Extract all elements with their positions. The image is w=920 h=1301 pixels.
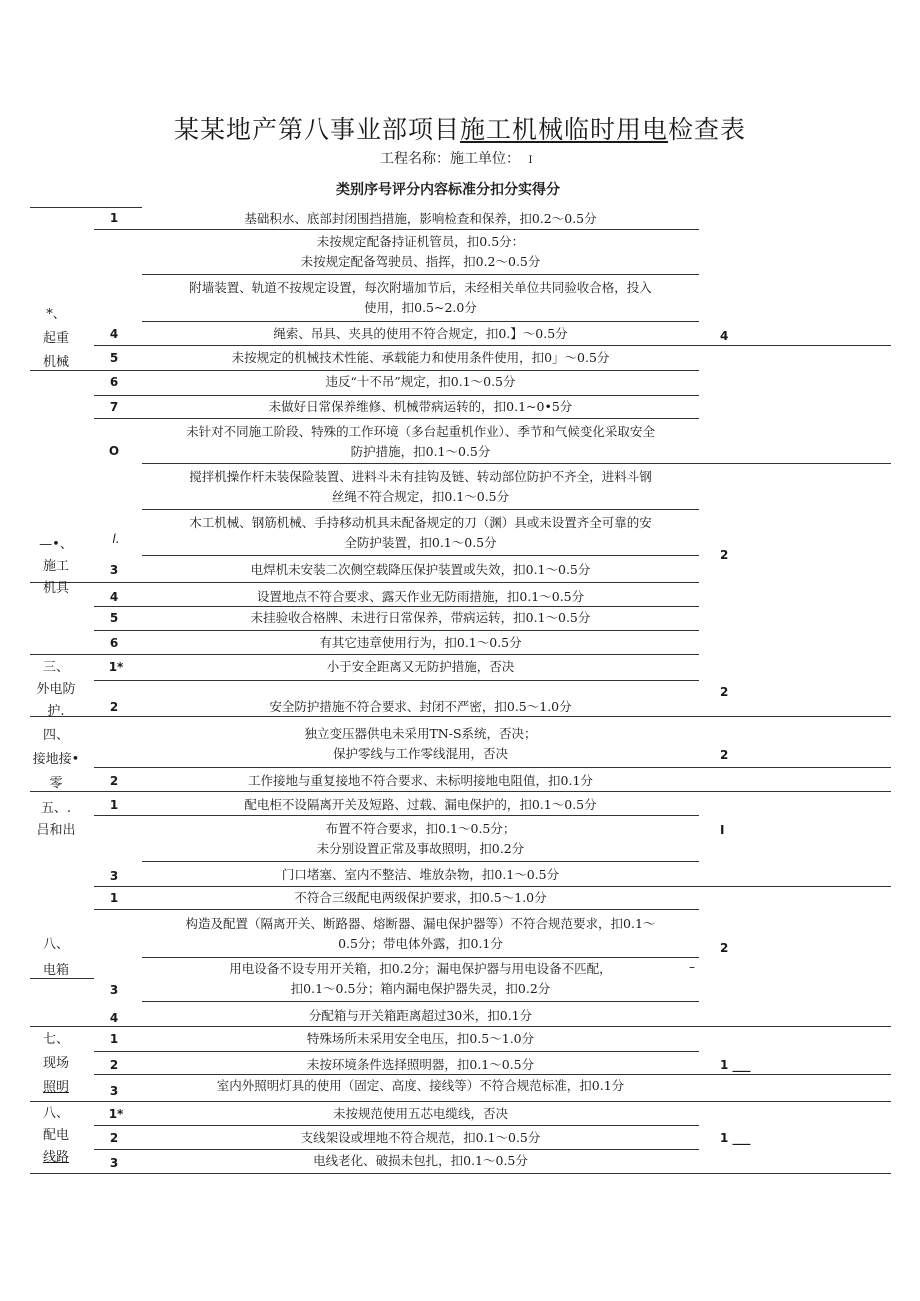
- row-content: 分配箱与开关箱距离超过30米，扣0.1分: [308, 1008, 533, 1023]
- row-number: 2: [109, 1058, 119, 1072]
- row-rule: [142, 555, 699, 556]
- category-cranes: *、 起重 机械: [42, 307, 69, 370]
- project-info-line: [380, 148, 532, 168]
- row-rule: [94, 395, 699, 396]
- row-content: 未按规定配备持证机管员，扣0.5分： 未按规定配备驾驶员、指挥，扣0.2～0.5分: [300, 234, 541, 269]
- dash-mark: –: [689, 960, 695, 974]
- category-distribution-lines: 八、 配电 线路: [42, 1106, 69, 1165]
- header-rule: [30, 207, 142, 208]
- row-rule: [94, 1149, 699, 1150]
- row-rule: [142, 509, 699, 510]
- row-rule: [94, 1051, 699, 1052]
- row-content: 附墙装置、轨道不按规定设置，每次附墙加节后，未经相关单位共同验收合格，投入 使用，扣0.5~2.0分: [189, 280, 652, 315]
- row-content: 电线老化、破损未包扎，扣0.1～0.5分: [313, 1153, 528, 1168]
- row-number: 3: [109, 983, 119, 997]
- row-rule: [94, 767, 891, 768]
- row-rule: [94, 680, 699, 681]
- category-tools: —•、 施工 机具: [39, 537, 73, 596]
- row-rule: [94, 886, 891, 887]
- row-rule: [142, 957, 699, 958]
- row-content: 未按规定的机械技术性能、承载能力和使用条件使用，扣0」～0.5分: [231, 350, 610, 365]
- row-content: 独立变压器供电未采用TN-S系统，否决； 保护零线与工作零线混用，否决: [304, 726, 537, 761]
- row-content: 电焊机未安装二次侧空载降压保护装置或失效，扣0.1～0.5分: [250, 562, 591, 577]
- standard-score: 2: [720, 685, 729, 699]
- standard-score: I: [720, 823, 725, 837]
- table-bottom-rule: [30, 1173, 891, 1174]
- row-number: 3: [109, 563, 119, 577]
- row-number: 2: [109, 774, 119, 788]
- row-content: 搅拌机操作杆未装保险装置、进料斗未有挂钩及链、转动部位防护不齐全，进料斗钢 丝绳不符合规定，扣0.1～0.5分: [189, 469, 652, 504]
- row-content: 配电柜不设隔离开关及短路、过载、漏电保护的，扣0.1～0.5分: [244, 797, 597, 812]
- section-rule: [30, 1101, 891, 1102]
- section-rule: [30, 1026, 891, 1027]
- row-content: 违反“十不吊”规定，扣0.1～0.5分: [325, 374, 516, 389]
- row-rule: [94, 909, 699, 910]
- row-number: l.: [112, 532, 120, 546]
- standard-score: 2: [720, 941, 729, 955]
- section-rule: [30, 582, 699, 583]
- section-rule: [30, 654, 699, 655]
- row-content: 门口堵塞、室内不整洁、堆放杂物，扣0.1～0.5分: [281, 867, 560, 882]
- row-number: 2: [109, 1131, 119, 1145]
- row-number: 3: [109, 1084, 119, 1098]
- category-electric-box: 八、 电箱: [42, 937, 69, 978]
- row-number: 5: [109, 611, 119, 625]
- row-number: 1: [109, 1032, 119, 1046]
- row-content: 未挂验收合格牌、未进行日常保养，带病运转，扣0.1～0.5分: [250, 610, 591, 625]
- row-number: O: [108, 444, 120, 458]
- row-rule: [94, 1125, 699, 1126]
- row-content: 用电设备不设专用开关箱，扣0.2分；漏电保护器与用电设备不匹配， 扣0.1～0.5分；箱内漏电保护器失灵，扣0.2分: [229, 961, 612, 996]
- row-content: 不符合三级配电两级保护要求，扣0.5～1.0分: [294, 890, 547, 905]
- row-content: 绳索、吊具、夹具的使用不符合规定，扣0.】～0.5分: [273, 326, 568, 341]
- row-content: 支线架设或埋地不符合规范，扣0.1～0.5分: [300, 1130, 541, 1145]
- row-rule: [142, 861, 699, 862]
- row-content: 未按规范使用五芯电缆线，否决: [332, 1106, 508, 1121]
- section-rule: [30, 370, 699, 371]
- project-info-text: 工程名称：施工单位：: [380, 151, 520, 167]
- title-part-a: 某某地产第八事业部项目: [173, 115, 460, 144]
- row-content: 未按环境条件选择照明器，扣0.1～0.5分: [306, 1057, 535, 1072]
- row-number: 4: [109, 327, 119, 341]
- row-rule: [142, 1001, 699, 1002]
- category-external-power: 三、 外电防 护.: [36, 660, 76, 719]
- standard-score: 1 ___: [720, 1131, 751, 1145]
- row-content: 基础积水、底部封闭围挡措施，影响检查和保养，扣0.2～0.5分: [244, 211, 597, 226]
- title-part-b: 施工机械临时用电: [459, 115, 668, 144]
- section-rule: [30, 791, 891, 792]
- row-content: 室内外照明灯具的使用（固定、高度、接线等）不符合规范标准，扣0.1分: [216, 1078, 625, 1093]
- row-number: 4: [109, 1011, 119, 1025]
- row-rule: [142, 463, 891, 464]
- category-distribution-room: 五、. 吕和出: [36, 801, 76, 838]
- title-part-c: 检查表: [668, 115, 747, 144]
- row-content: 构造及配置（隔离开关、断路器、熔断器、漏电保护器等）不符合规范要求，扣0.1～ 0.5分；带电体外露，扣0.1分: [185, 916, 656, 951]
- row-number: 2: [109, 700, 119, 714]
- row-number: 4: [109, 590, 119, 604]
- row-rule: [94, 229, 699, 230]
- row-rule: [94, 630, 699, 631]
- row-content: 小于安全距离又无防护措施，否决: [326, 659, 515, 674]
- table-header: 类别序号评分内容标准分扣分实得分: [336, 182, 560, 198]
- standard-score: 2: [720, 748, 729, 762]
- row-content: 未针对不同施工阶段、特殊的工作环境（多台起重机作业）、季节和气候变化采取安全 防护措施，扣0.1～0.5分: [186, 424, 655, 459]
- row-content: 木工机械、钢筋机械、手持移动机具未配备规定的刀（渊）具或未设置齐全可靠的安 全防护装置，扣0.1～0.5分: [189, 515, 652, 550]
- row-rule: [94, 815, 699, 816]
- row-content: 安全防护措施不符合要求、封闭不严密，扣0.5～1.0分: [269, 699, 572, 714]
- row-rule: [142, 321, 699, 322]
- page-title: [0, 110, 920, 146]
- cursor-mark: I: [528, 155, 533, 166]
- row-number: 7: [109, 400, 119, 414]
- row-content: 工作接地与重复接地不符合要求、未标明接地电阻值，扣0.1分: [248, 773, 593, 788]
- row-content: 设置地点不符合要求、露天作业无防雨措施，扣0.1～0.5分: [256, 589, 585, 604]
- row-number: 1*: [108, 1107, 124, 1121]
- row-rule: [94, 345, 891, 346]
- row-number: 3: [109, 1156, 119, 1170]
- standard-score: 1 ___: [720, 1058, 751, 1072]
- row-number: 1: [109, 211, 119, 225]
- row-number: 6: [109, 375, 119, 389]
- category-site-lighting: 七、 现场 照明: [42, 1032, 69, 1095]
- row-content: 布置不符合要求，扣0.1～0.5分； 未分别设置正常及事故照明，扣0.2分: [316, 821, 525, 856]
- row-rule: [94, 418, 699, 419]
- standard-score: 2: [720, 548, 729, 562]
- category-grounding: 四、 接地接• 零: [32, 728, 80, 791]
- row-number: 1: [109, 798, 119, 812]
- row-content: 有其它违章使用行为，扣0.1～0.5分: [319, 635, 522, 650]
- row-number: 1: [109, 891, 119, 905]
- row-rule: [142, 274, 699, 275]
- row-content: 未做好日常保养维修、机械带病运转的，扣0.1~0•5分: [268, 399, 573, 414]
- row-number: 1*: [108, 660, 124, 674]
- row-number: 6: [109, 636, 119, 650]
- row-number: 3: [109, 869, 119, 883]
- row-content: 特殊场所未采用安全电压，扣0.5～1.0分: [306, 1031, 535, 1046]
- row-number: 5: [109, 351, 119, 365]
- standard-score: 4: [720, 329, 729, 343]
